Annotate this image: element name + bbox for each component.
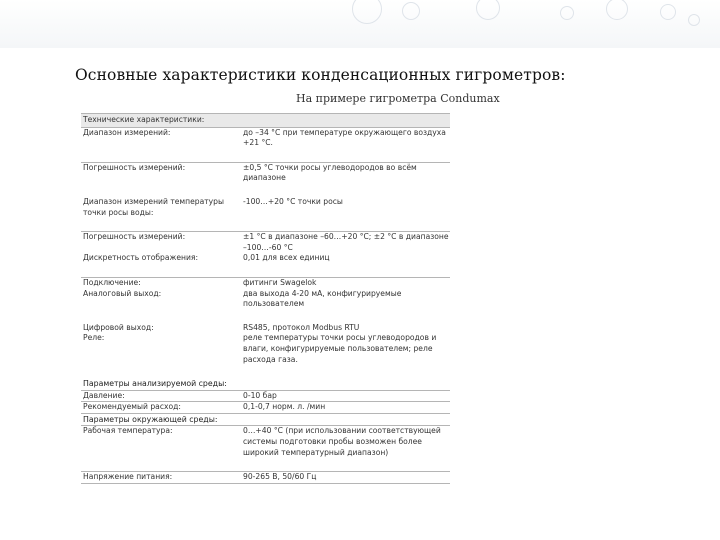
row-value: 90-265 В, 50/60 Гц [241, 472, 450, 484]
decorative-dot [560, 6, 574, 20]
row-value: 0,01 для всех единиц [243, 253, 330, 263]
spec-table [81, 113, 450, 484]
row-label: Погрешность измерений: [81, 162, 241, 197]
table-row [81, 333, 450, 378]
table-row [81, 390, 450, 402]
row-value: 0-10 бар [241, 390, 450, 402]
decorative-dot [352, 0, 382, 24]
row-label: Подключение: [81, 277, 241, 288]
table-row [81, 277, 450, 288]
row-label: Дискретность отображения: [83, 253, 199, 263]
section-heading-ambient: Параметры окружающей среды: [81, 413, 450, 426]
row-label: Напряжение питания: [81, 472, 241, 484]
decorative-dot [402, 2, 420, 20]
row-label: Диапазон измерений: [81, 127, 241, 162]
row-value: ±0,5 °С точки росы углеводородов во всём диапазоне [241, 162, 450, 197]
table-row [81, 197, 450, 232]
row-label: Диапазон измерений температуры точки росы воды: [83, 196, 224, 217]
row-value: RS485, протокол Modbus RTU [243, 322, 360, 332]
row-value: ±1 °С в диапазоне –60…+20 °С; ±2 °С в диапазоне –100…-60 °С [243, 232, 449, 252]
decorative-dots [0, 0, 720, 40]
table-header: Технические характеристики: [81, 114, 450, 128]
table-row [81, 232, 450, 254]
row-label: Погрешность измерений: [81, 232, 241, 254]
section-heading-row [81, 413, 450, 426]
row-label: Аналоговый выход: [83, 288, 162, 298]
row-value: реле температуры точки росы углеводородов и влаги, конфигурируемые пользователем; реле расхода газа. [243, 333, 437, 364]
row-value: 0…+40 °С (при использовании соответствующей системы подготовки пробы возможен более широкий температурный диапазон) [241, 426, 450, 472]
table-header-row [81, 114, 450, 128]
decorative-dot [688, 14, 700, 26]
row-label: Рекомендуемый расход: [81, 402, 241, 414]
section-heading-row [81, 378, 450, 390]
table-row [81, 472, 450, 484]
table-row [81, 253, 450, 277]
decorative-dot [606, 0, 628, 20]
row-label: Цифровой выход: [83, 322, 154, 332]
row-value: два выхода 4-20 мА, конфигурируемые пользователем [243, 288, 402, 309]
table-row [81, 323, 450, 334]
table-row [81, 402, 450, 414]
row-value: -100…+20 °С точки росы [243, 196, 343, 206]
slide-title: Основные характеристики конденсационных гигрометров: [75, 66, 566, 84]
row-label: Реле: [83, 333, 105, 343]
slide-subtitle: На примере гигрометра Condumax [296, 92, 500, 105]
row-value: 0,1-0,7 норм. л. /мин [241, 402, 450, 414]
table-row [81, 426, 450, 472]
row-value: фитинги Swagelok [241, 277, 450, 288]
row-value: до –34 °С при температуре окружающего воздуха +21 °С. [241, 127, 450, 162]
table-row [81, 289, 450, 323]
table-row [81, 162, 450, 197]
row-label: Давление: [81, 390, 241, 402]
section-heading-analyzed: Параметры анализируемой среды: [83, 379, 227, 389]
decorative-dot [476, 0, 500, 20]
table-row [81, 127, 450, 162]
decorative-dot [660, 4, 676, 20]
row-label: Рабочая температура: [81, 426, 241, 472]
